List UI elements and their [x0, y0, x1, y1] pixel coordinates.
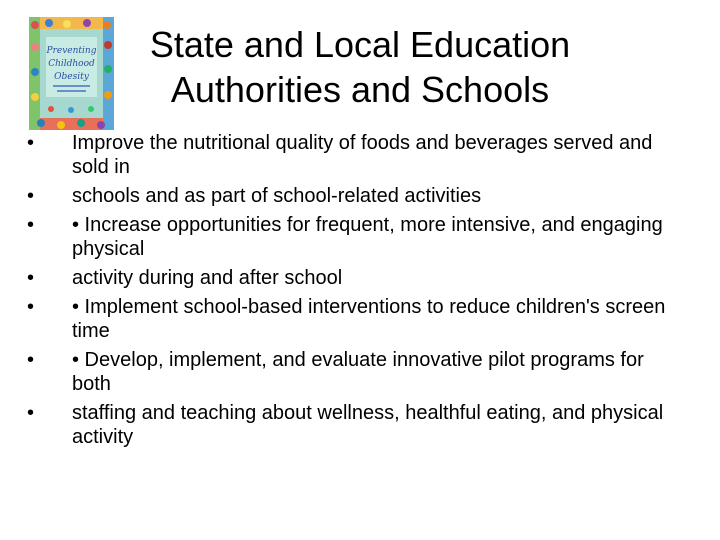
bullet-item [27, 348, 687, 396]
bullet-item [27, 295, 687, 343]
slide-title-line-2: Authorities and Schools [170, 69, 550, 110]
bullet-item [27, 184, 687, 208]
bullet-item [27, 401, 687, 449]
bullet-text: • Implement school-based interventions to reduce children's screen time [72, 296, 666, 342]
bullet-item [27, 266, 687, 290]
bullet-marker: • [27, 296, 35, 318]
svg-text:Childhood: Childhood [48, 59, 95, 69]
bullet-text: Improve the nutritional quality of foods and beverages served and sold in [72, 132, 653, 178]
slide-title-line-1: State and Local Education [149, 24, 571, 65]
bullet-text: • Develop, implement, and evaluate innovative pilot programs for both [72, 349, 644, 395]
bullet-list [27, 131, 687, 454]
bullet-item [27, 131, 687, 179]
bullet-marker: • [27, 185, 35, 207]
svg-text:Obesity: Obesity [54, 72, 89, 82]
bullet-marker: • [27, 267, 35, 289]
report-cover-illustration [29, 17, 114, 130]
report-cover-image [29, 17, 114, 130]
bullet-marker: • [27, 402, 35, 424]
svg-text:Preventing: Preventing [46, 46, 97, 56]
bullet-marker: • [27, 349, 35, 371]
bullet-text: • Increase opportunities for frequent, more intensive, and engaging physical [72, 214, 663, 260]
slide-title [108, 22, 612, 112]
bullet-text: schools and as part of school-related activities [72, 185, 482, 207]
bullet-text: activity during and after school [72, 267, 343, 289]
bullet-text: staffing and teaching about wellness, healthful eating, and physical activity [72, 402, 664, 448]
bullet-marker: • [27, 214, 35, 236]
bullet-item [27, 213, 687, 261]
bullet-marker: • [27, 132, 35, 154]
